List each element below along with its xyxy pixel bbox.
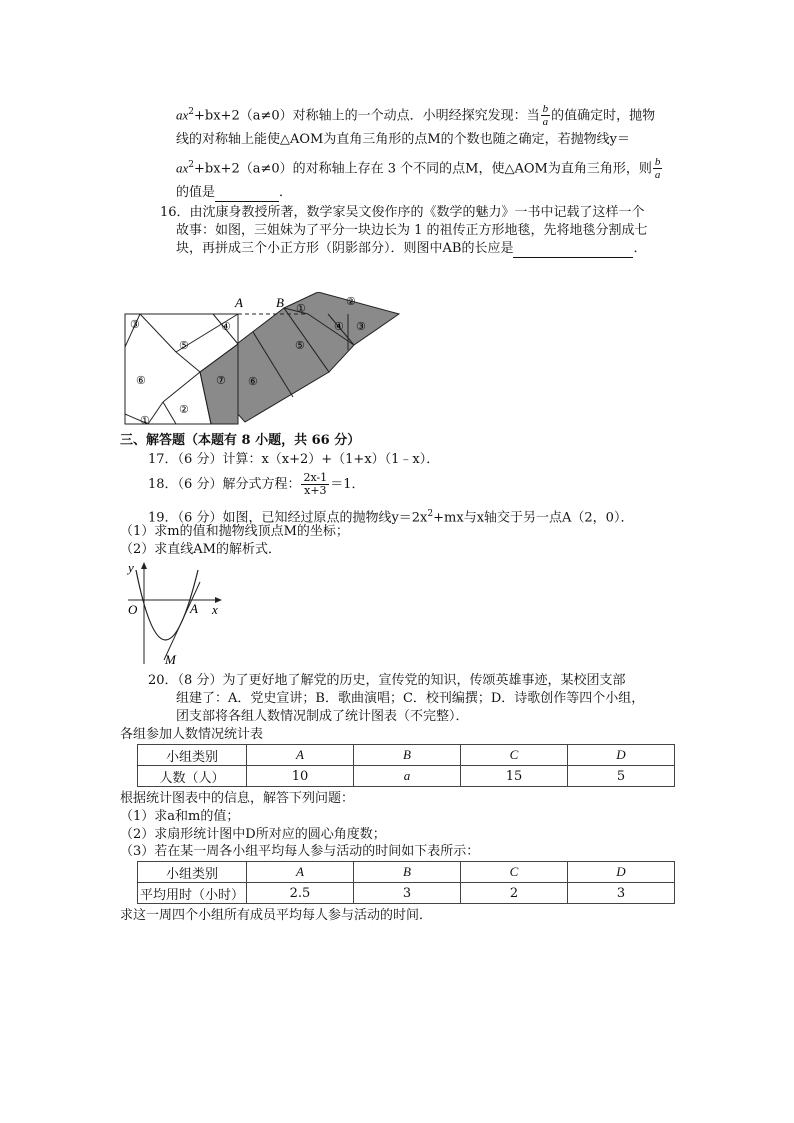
table1-data-cell: 人数（人） xyxy=(138,766,247,787)
q20-part2: （2）求扇形统计图中D所对应的圆心角度数； xyxy=(120,827,386,842)
piece-6-label: ⑥ xyxy=(136,375,146,387)
table1-head-cell: C xyxy=(461,745,568,766)
table1-head-cell: A xyxy=(247,745,354,766)
q18: 18．（6 分）解分式方程： $\frac{2x-1}{x+3}$ ＝1． xyxy=(148,471,365,497)
q16-line1: 16．由沈康身教授所著，数学家吴文俊作序的《数学的魅力》一书中记载了这样一个 xyxy=(160,205,645,220)
q15-line2: 线的对称轴上能使△AOM为直角三角形的点M的个数也随之确定，若抛物线y＝ xyxy=(176,132,631,147)
q20-line1: 20．（8 分）为了更好地了解党的历史，宣传党的知识，传颂英雄事迹，某校团支部 xyxy=(148,673,626,688)
table2-data-cell: 3 xyxy=(354,883,461,904)
q20-prompt: 根据统计图表中的信息，解答下列问题： xyxy=(120,791,355,806)
q20-line3: 团支部将各组人数情况制成了统计图表（不完整）． xyxy=(176,709,469,724)
piece-5-label: ⑤ xyxy=(179,340,189,352)
piece-3-label: ③ xyxy=(130,319,140,331)
table2-head-cell: A xyxy=(247,862,354,883)
line-am xyxy=(164,582,200,660)
table2-data-cell: 2.5 xyxy=(247,883,354,904)
table2-data-cell: 平均用时（小时） xyxy=(138,883,247,904)
q15-answer-blank[interactable] xyxy=(215,187,279,202)
piece-2-moved-label: ② xyxy=(346,296,356,308)
q17: 17．（6 分）计算：x（x+2）+（1+x）（1﹣x）． xyxy=(148,452,440,467)
piece-1-label: ① xyxy=(140,415,150,427)
q16-answer-blank[interactable] xyxy=(513,243,633,258)
table-group-counts xyxy=(137,744,675,787)
table2-header-row xyxy=(138,862,675,883)
q18-fraction: $\frac{2x-1}{x+3}$ xyxy=(303,471,328,497)
q16-line3: 块，再拼成三个小正方形（阴影部分）．则图中AB的长应是 ． xyxy=(176,241,647,256)
q15-frac-b-over-a-2: $\frac{b}{a}$ xyxy=(654,156,661,182)
q15-line4: 的值是 ． xyxy=(176,185,293,200)
table2-data-cell: 2 xyxy=(461,883,568,904)
piece-6-moved-label: ⑥ xyxy=(248,376,258,388)
q15-line1: $ax^2+bx+2(a\ne 0)$对称轴上的一个动点．小明经探究发现：当 $\frac{b}{a}$ 的值确定时，抛物 xyxy=(176,103,656,129)
table1-header-row xyxy=(138,745,675,766)
q19-part2: （2）求直线AM的解析式． xyxy=(120,542,281,557)
parabola-curve xyxy=(136,570,198,640)
table1-data-cell: 5 xyxy=(568,766,675,787)
carpet-figure xyxy=(118,292,408,432)
table1-head-cell: D xyxy=(568,745,675,766)
q20-part3: （3）若在某一周各小组平均每人参与活动的时间如下表所示： xyxy=(120,844,480,859)
y-axis-arrow xyxy=(141,562,147,569)
table1-data-row xyxy=(138,766,675,787)
piece-2-label: ② xyxy=(179,404,189,416)
piece-4-moved-label: ④ xyxy=(334,321,344,333)
q20-line2: 组建了：A．党史宣讲；B．歌曲演唱；C．校刊编撰；D．诗歌创作等四个小组， xyxy=(176,691,645,706)
q15-frac-b-over-a: $\frac{b}{a}$ xyxy=(542,103,549,129)
table2-head-cell: 小组类别 xyxy=(138,862,247,883)
q19-line1: 19．（6 分）如图，已知经过原点的抛物线$y=2x^2+mx$与x轴交于另一点A（2，0）． xyxy=(148,509,634,526)
axis-x-label: x xyxy=(212,602,218,617)
piece-3-moved-label: ③ xyxy=(356,321,366,333)
point-a-label: A xyxy=(190,601,198,616)
piece-5-moved-label: ⑤ xyxy=(295,340,305,352)
label-a: A xyxy=(235,295,243,310)
table1-data-cell: 10 xyxy=(247,766,354,787)
table1-data-cell: 15 xyxy=(461,766,568,787)
table2-head-cell: C xyxy=(461,862,568,883)
parabola-figure xyxy=(124,560,228,668)
table1-title: 各组参加人数情况统计表 xyxy=(120,727,264,742)
q16-line2: 故事：如图，三姐妹为了平分一块边长为 1 的祖传正方形地毯，先将地毯分割成七 xyxy=(176,223,648,238)
table2-data-row xyxy=(138,883,675,904)
q19-part1: （1）求m的值和抛物线顶点M的坐标； xyxy=(120,524,349,539)
q20-part1: （1）求a和m的值； xyxy=(120,809,240,824)
piece-4-label: ④ xyxy=(221,321,231,333)
table2-head-cell: D xyxy=(568,862,675,883)
table-average-time xyxy=(137,861,675,904)
table1-head-cell: B xyxy=(354,745,461,766)
label-b: B xyxy=(276,295,284,310)
q20-final: 求这一周四个小组所有成员平均每人参与活动的时间． xyxy=(120,908,433,923)
point-m-label: M xyxy=(165,652,176,667)
table1-head-cell: 小组类别 xyxy=(138,745,247,766)
section-3-heading: 三、解答题（本题有 8 小题，共 66 分） xyxy=(120,433,361,448)
piece-7-label: ⑦ xyxy=(216,375,226,387)
table1-data-cell: a xyxy=(354,766,461,787)
piece-1-moved-label: ① xyxy=(296,303,306,315)
origin-label: O xyxy=(128,602,138,617)
axis-y-label: y xyxy=(128,560,134,575)
table2-head-cell: B xyxy=(354,862,461,883)
table2-data-cell: 3 xyxy=(568,883,675,904)
q15-line3: $ax^2+bx+2(a\ne 0)$的对称轴上存在 3 个不同的点M，使△AOM为直角三角形，则 $\frac{b}{a}$ xyxy=(176,156,661,182)
